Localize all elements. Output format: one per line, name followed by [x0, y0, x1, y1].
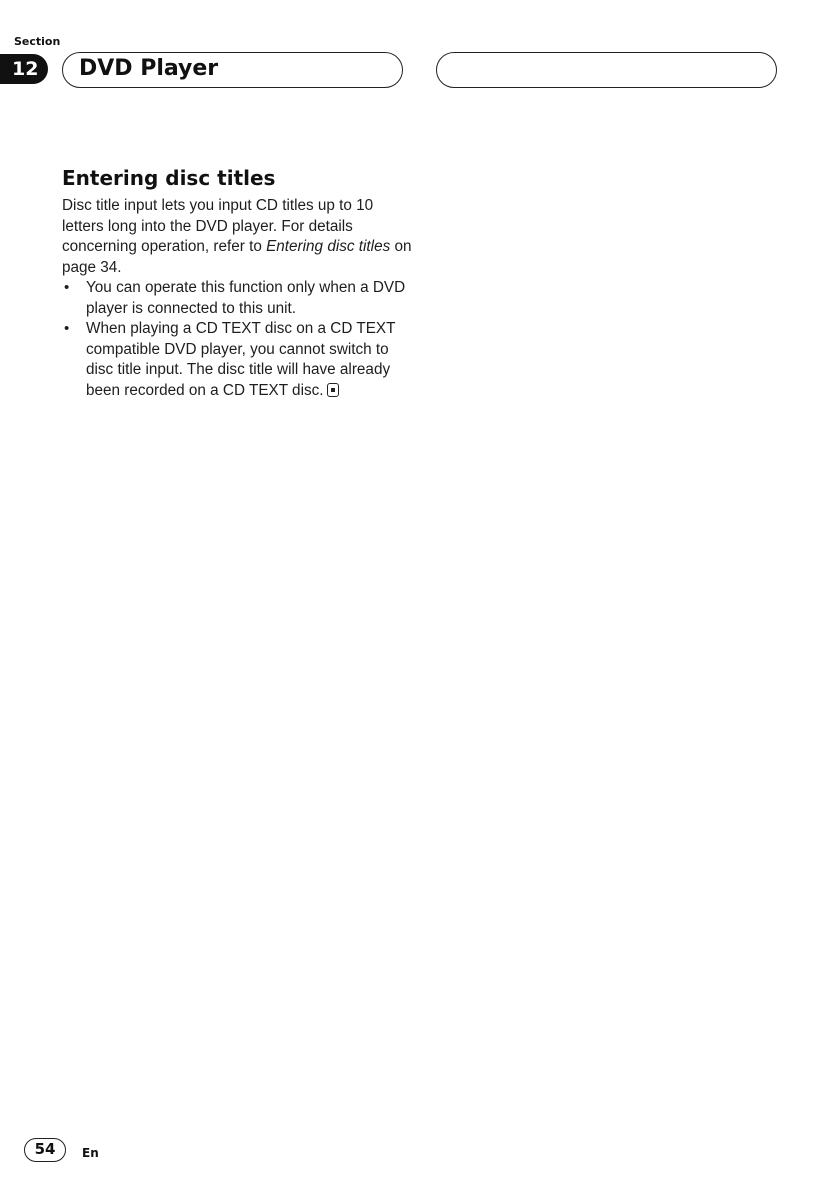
- list-item: [62, 319, 412, 401]
- section-title-box: [62, 52, 403, 88]
- section-label: Section: [14, 35, 61, 48]
- main-content: [62, 166, 412, 401]
- intro-paragraph: [62, 196, 412, 278]
- intro-text-end: on page 34.: [62, 238, 412, 276]
- end-of-section-icon: [327, 383, 339, 397]
- section-number-badge: 12: [0, 54, 48, 84]
- bullet-text: You can operate this function only when a DVD player is connected to this unit.: [86, 279, 406, 317]
- notes-list: [62, 278, 412, 401]
- language-code: En: [82, 1146, 99, 1160]
- bullet-icon: •: [64, 320, 70, 337]
- bullet-text: When playing a CD TEXT disc on a CD TEXT compatible DVD player, you cannot switch to disc title input. The disc title will have already been recorded on a CD TEXT disc.: [86, 320, 396, 399]
- list-item: [62, 278, 412, 319]
- section-title: DVD Player: [79, 56, 219, 81]
- heading-entering-disc-titles: Entering disc titles: [62, 166, 276, 190]
- bullet-icon: •: [64, 279, 70, 296]
- intro-text: Disc title input lets you input CD titles up to 10 letters long into the DVD player. For details concerning operation, refer to: [62, 197, 374, 255]
- cross-reference-link: Entering disc titles: [266, 238, 391, 255]
- right-header-box: [436, 52, 777, 88]
- page-number: 54: [24, 1138, 66, 1162]
